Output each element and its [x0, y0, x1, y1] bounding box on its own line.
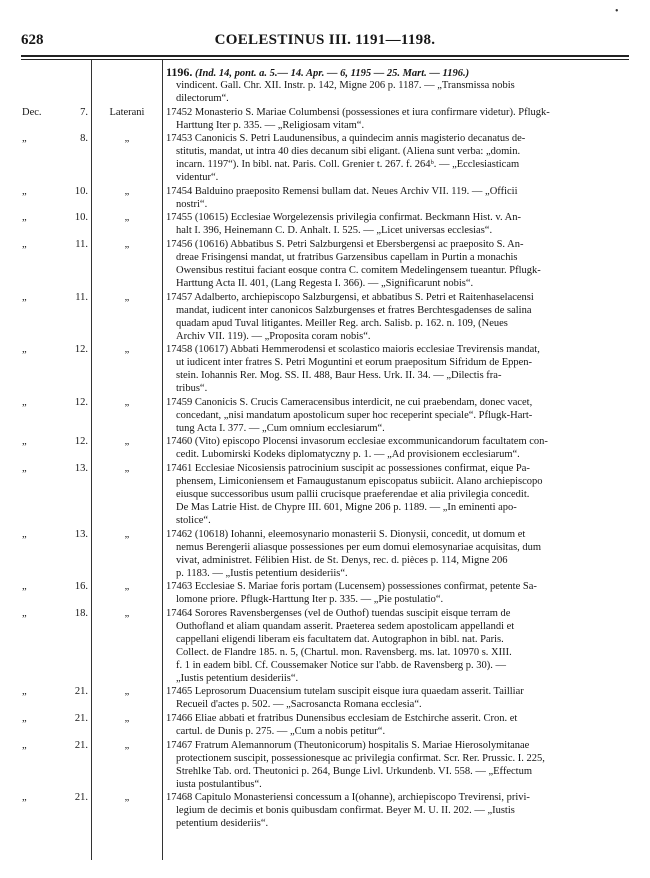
entry-text [166, 712, 631, 738]
year-number: 1196. [166, 65, 193, 79]
entry-month: „ [22, 133, 27, 145]
entry-line: quadam apud Tuval litigantes. Meiller Reg. arch. Salisb. p. 162. n. 109, (Neues [176, 317, 508, 329]
entry-day: 12. [74, 396, 88, 408]
entry-line: videntur“. [176, 172, 219, 184]
entry-line: Archiv VII. 119). — „Proposita coram nobis“. [176, 330, 371, 342]
entry-month: Dec. [22, 106, 42, 118]
entry-line: Recueil d'actes p. 502. — „Sacrosancta Romana ecclesia“. [176, 699, 422, 711]
running-title: COELESTINUS III. 1191—1198. [214, 32, 436, 48]
entry-month: „ [22, 713, 27, 724]
entry-line: mandat, iudicent inter canonicos Salzburgenses et fratres Berchtesgadenses de salina [176, 304, 532, 316]
entry-line: 17462 (10618) Iohanni, eleemosynario monasterii S. Dionysii, concedit, ut domum et [166, 528, 526, 540]
entry-day: 10. [74, 212, 88, 224]
entry-line: phensem, Limiconiensem et Famaugustanum episcopatus subiicit. Alano archiepiscopo [176, 476, 543, 487]
entry-line: Harttung Acta II. 401, (Lang Regesta I. 366). — „Significarunt nobis“. [176, 278, 474, 289]
entry-day: 21. [74, 713, 88, 724]
entry-day: 8. [80, 133, 88, 145]
entry-line: incarn. 1197“). In bibl. nat. Paris. Coll. Grenier t. 267. f. 264ᵇ. — „Ecclesiasticam [176, 159, 520, 171]
entry-place: „ [124, 212, 130, 224]
entry-line: 17460 (Vito) episcopo Plocensi invasorum ecclesiae excommunicandorum facultatem con- [166, 436, 548, 448]
entry-line: stitutis, mandat, ut intra 40 dies decanum sibi eligant. (Aliena sunt verba: „domin. [176, 146, 521, 158]
entry-line: nostri“. [176, 198, 208, 210]
entry-line: tribus“. [176, 383, 208, 395]
entry-place: „ [124, 463, 130, 474]
entry-line: 17457 Adalberto, archiepiscopo Salzburgensi, et abbatibus S. Petri et Raitenhaselacensi [166, 291, 534, 303]
entry-place: „ [124, 713, 130, 724]
entry-line: Outhofland et aliam quandam asserit. Praeterea sedem apostolicam appellandi et [176, 620, 515, 632]
entry-place: „ [124, 185, 130, 197]
entry-line: 17458 (10617) Abbati Hemmerodensi et scolastico maioris ecclesiae Trevirensis mandat, [166, 344, 540, 356]
header-rule-thick [21, 55, 629, 57]
entry-day: 11. [75, 239, 88, 250]
entry-day: 21. [74, 686, 88, 698]
entry-line: concedant, „nisi mandatum apostolicum super hoc receperint speciale“. Pflugk-Hart- [176, 409, 533, 421]
entry-line: dreae Frisingensi mandat, ut fratribus Garzensibus capellam in Purtin a monachis [176, 252, 518, 263]
entry-month: „ [22, 463, 27, 474]
entry-day: 10. [74, 185, 88, 197]
entry-place: „ [124, 739, 130, 751]
entry-day: 21. [74, 792, 88, 804]
entry-place: „ [124, 291, 130, 303]
entry-month: „ [22, 792, 27, 804]
entry-line: iusta postulantibus“. [176, 778, 262, 790]
entry-line: stein. Iohannis Rer. Mog. SS. II. 488, Baur Hess. Urk. II. 34. — „Dilectis fra- [176, 370, 502, 382]
entry-day: 12. [74, 344, 88, 356]
entry-line: Harttung Iter p. 335. — „Religiosam vitam“. [176, 119, 365, 131]
entry-line: f. 1 in eadem bibl. Cf. Coussemaker Notice sur l'abb. de Ravensberg p. 30). — [176, 659, 507, 671]
entry-line: 17468 Capitulo Monasteriensi concessum a I(ohanne), archiepiscopo Trevirensi, privi- [166, 792, 530, 804]
entry-month: „ [22, 212, 27, 224]
entry-month: „ [22, 239, 27, 250]
entry-line: dilectorum“. [176, 93, 229, 104]
entry-line: nemus Berengerii aliasque possessiones per eum domui elemosynariae acquisitas, dum [176, 541, 542, 553]
entry-place: „ [124, 528, 130, 540]
entry-month: „ [22, 436, 27, 448]
entry-line: 17452 Monasterio S. Mariae Columbensi (possessiones et iura confirmare videtur). Pflugk- [166, 106, 550, 118]
entry-text [166, 528, 631, 580]
entry-text [166, 607, 631, 685]
entry-month: „ [22, 291, 27, 303]
entry-day: 18. [74, 607, 88, 619]
entry-line: De Mas Latrie Hist. de Chypre III. 601, Migne 206 p. 1189. — „In eminenti apo- [176, 502, 517, 513]
entry-text [166, 238, 631, 290]
entry-line: Owensibus restitui faciant eosque contra C. comitem Medelingensem tueantur. Pflugk- [176, 265, 541, 276]
entry-day: 11. [75, 291, 88, 303]
entry-line: 17454 Balduino praeposito Remensi bullam dat. Neues Archiv VII. 119. — „Officii [166, 185, 518, 197]
year-summary: (Ind. 14, pont. a. 5.— 14. Apr. — 6, 1195 — 25. Mart. — 1196.) [194, 68, 470, 79]
entry-place: „ [124, 436, 130, 448]
entry-text [166, 79, 631, 105]
entry-line: protectionem suscipit, possessionesque ac privilegia confirmat. Scr. Rer. Prussic. I. 225, [176, 752, 545, 764]
entry-place: „ [124, 344, 130, 356]
entry-day: 21. [74, 739, 88, 751]
entry-line: cedit. Lubomirski Kodeks diplomatyczny p. 1. — „Ad provisionem ecclesiarum“. [176, 449, 520, 461]
page-header [0, 32, 650, 52]
entry-line: Strehlke Tab. ord. Theutonici p. 264, Bunge Livl. Urkundenb. VI. 558. — „Effectum [176, 765, 533, 777]
entry-line: cartul. de Dunis p. 275. — „Cum a nobis petitur“. [176, 726, 386, 737]
entry-line: 17467 Fratrum Alemannorum (Theutonicorum) hospitalis S. Mariae Hierosolymitanae [166, 739, 530, 751]
entry-line: legium de decimis et bonis quibusdam confirmat. Beyer M. U. II. 202. — „Iustis [176, 805, 515, 817]
entry-place: „ [124, 792, 130, 804]
entry-text [166, 343, 631, 395]
entry-text [166, 106, 631, 132]
entry-line: „Iustis petentium desideriis“. [176, 672, 299, 684]
entry-place: „ [124, 686, 130, 698]
entry-place: „ [124, 396, 130, 408]
entry-line: Collect. de Flandre 185. n. 5, (Chartul. mon. Ravensberg. ms. lat. 10970 s. XIII. [176, 646, 512, 658]
entry-text [166, 291, 631, 343]
column-divider-place [162, 60, 163, 860]
entry-line: 17463 Ecclesiae S. Mariae foris portam (Lucensem) possessiones confirmat, petente Sa- [166, 581, 537, 593]
entry-line: petentium desideriis“. [176, 818, 269, 830]
entry-place: „ [124, 133, 130, 145]
entry-line: 17461 Ecclesiae Nicosiensis patrocinium suscipit ac possessiones confirmat, eique Pa- [166, 463, 530, 474]
entry-text [166, 396, 631, 435]
entry-line: vivat, administret. Félibien Hist. de St. Denys, rec. d. pièces p. 114, Migne 206 [176, 554, 508, 566]
entry-line: stolice“. [176, 515, 211, 526]
entry-month: „ [22, 607, 27, 619]
entry-text [166, 435, 631, 461]
entry-line: 17455 (10615) Ecclesiae Worgelezensis privilegia confirmat. Beckmann Hist. v. An- [166, 212, 521, 224]
entry-day: 16. [74, 581, 88, 593]
entry-text [166, 580, 631, 606]
entry-text [166, 739, 631, 791]
entry-month: „ [22, 528, 27, 540]
entry-text [166, 211, 631, 237]
header-rule-thin [21, 59, 629, 60]
entry-month: „ [22, 581, 27, 593]
entry-month: „ [22, 396, 27, 408]
entry-month: „ [22, 344, 27, 356]
entry-line: halt I. 396, Heinemann C. D. Anhalt. I. 525. — „Licet universas ecclesias“. [176, 225, 493, 237]
entry-text [166, 185, 631, 211]
entry-line: 17459 Canonicis S. Crucis Cameracensibus interdicit, ne cui praebendam, donec vacet, [166, 396, 533, 408]
entry-line: 17465 Leprosorum Duacensium tutelam suscipit eisque iura quaedam asserit. Tailliar [166, 686, 524, 698]
entry-place: „ [124, 607, 130, 619]
entry-place: „ [124, 239, 130, 250]
entry-text [166, 132, 631, 184]
entry-line: vindicent. Gall. Chr. XII. Instr. p. 142, Migne 206 p. 1187. — „Transmissa nobis [176, 80, 515, 91]
entry-line: 17466 Eliae abbati et fratribus Dunensibus ecclesiam de Estchirche asserit. Cron. et [166, 713, 518, 724]
entry-line: ut iudicent inter fratres S. Petri Moguntini et eorum praepositum Sifridum de Eppen- [176, 357, 533, 369]
entry-text [166, 462, 631, 527]
entry-line: p. 1183. — „Iustis petentium desideriis“. [176, 567, 348, 579]
entry-day: 13. [74, 528, 88, 540]
entry-text [166, 685, 631, 711]
entry-place: Laterani [109, 106, 145, 118]
entry-text [166, 791, 631, 830]
year-heading [166, 66, 630, 80]
entry-month: „ [22, 739, 27, 751]
entry-place: „ [124, 581, 130, 593]
entry-day: 12. [74, 436, 88, 448]
entry-day: 13. [74, 463, 88, 474]
entry-month: „ [22, 686, 27, 698]
page-number: 628 [21, 32, 44, 48]
entry-day: 7. [80, 106, 88, 118]
entry-line: eiusque successoribus usum pallii crucisque praeferendae et alia privilegia concedit. [176, 489, 530, 500]
entry-line: cappellani eligendi liberam eis facultatem dat. Autographon in bibl. nat. Paris. [176, 633, 504, 645]
margin-dot: • [615, 6, 619, 17]
entry-line: tung Acta I. 377. — „Cum omnium ecclesiarum“. [176, 422, 385, 434]
entry-line: 17453 Canonicis S. Petri Laudunensibus, a quindecim annis magisterio decanatus de- [166, 133, 526, 145]
entry-line: lomone priore. Pflugk-Harttung Iter p. 335. — „Pie postulatio“. [176, 594, 444, 606]
entry-line: 17464 Sorores Ravensbergenses (vel de Outhof) tuendas suscipit eisque terram de [166, 607, 511, 619]
entry-month: „ [22, 185, 27, 197]
entry-line: 17456 (10616) Abbatibus S. Petri Salzburgensi et Ebersbergensi ac praeposito S. An- [166, 239, 524, 250]
